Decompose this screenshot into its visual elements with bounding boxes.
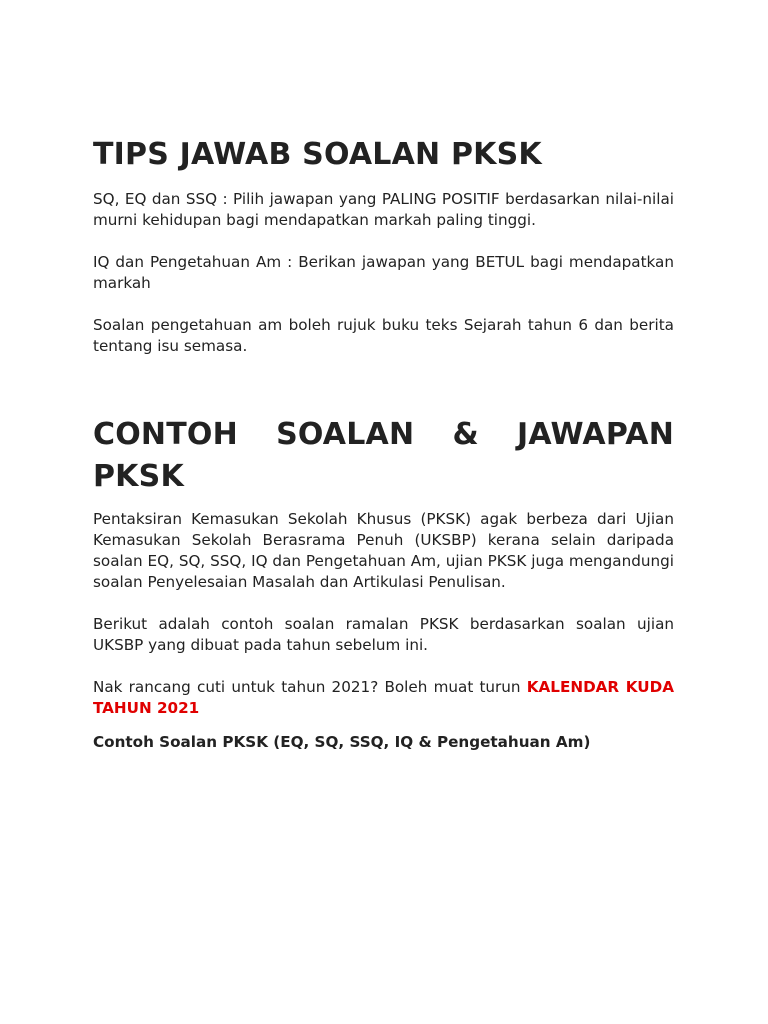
contoh-paragraph-berikut: Berikut adalah contoh soalan ramalan PKSK berdasarkan soalan ujian UKSBP yang dibuat pada tahun sebelum ini. — [93, 615, 674, 654]
promo-paragraph — [93, 677, 674, 719]
contoh-section — [93, 414, 674, 753]
promo-text: Nak rancang cuti untuk tahun 2021? Boleh muat turun — [93, 678, 527, 696]
kalendar-kuda-link[interactable]: KALENDAR KUDA TAHUN 2021 — [93, 678, 674, 717]
contoh-heading-line2: PKSK — [93, 459, 184, 494]
document-page — [93, 134, 674, 753]
tips-heading: TIPS JAWAB SOALAN PKSK — [93, 137, 542, 172]
tips-paragraph-sq-eq: SQ, EQ dan SSQ : Pilih jawapan yang PALING POSITIF berdasarkan nilai-nilai murni kehidupan bagi mendapatkan markah paling tinggi. — [93, 190, 674, 229]
contoh-paragraph-intro: Pentaksiran Kemasukan Sekolah Khusus (PKSK) agak berbeza dari Ujian Kemasukan Sekolah Berasrama Penuh (UKSBP) kerana selain daripada soalan EQ, SQ, SSQ, IQ dan Pengetahuan Am, ujian PKSK juga mengandungi soalan Penyelesaian Masalah dan Artikulasi Penulisan. — [93, 510, 674, 591]
contoh-heading — [93, 414, 674, 498]
tips-paragraph-iq: IQ dan Pengetahuan Am : Berikan jawapan yang BETUL bagi mendapatkan markah — [93, 253, 674, 292]
contoh-subheading: Contoh Soalan PKSK (EQ, SQ, SSQ, IQ & Pengetahuan Am) — [93, 733, 591, 751]
tips-paragraph-pengetahuan-am: Soalan pengetahuan am boleh rujuk buku teks Sejarah tahun 6 dan berita tentang isu semasa. — [93, 316, 674, 355]
contoh-heading-line1: CONTOH SOALAN & JAWAPAN — [93, 417, 674, 452]
